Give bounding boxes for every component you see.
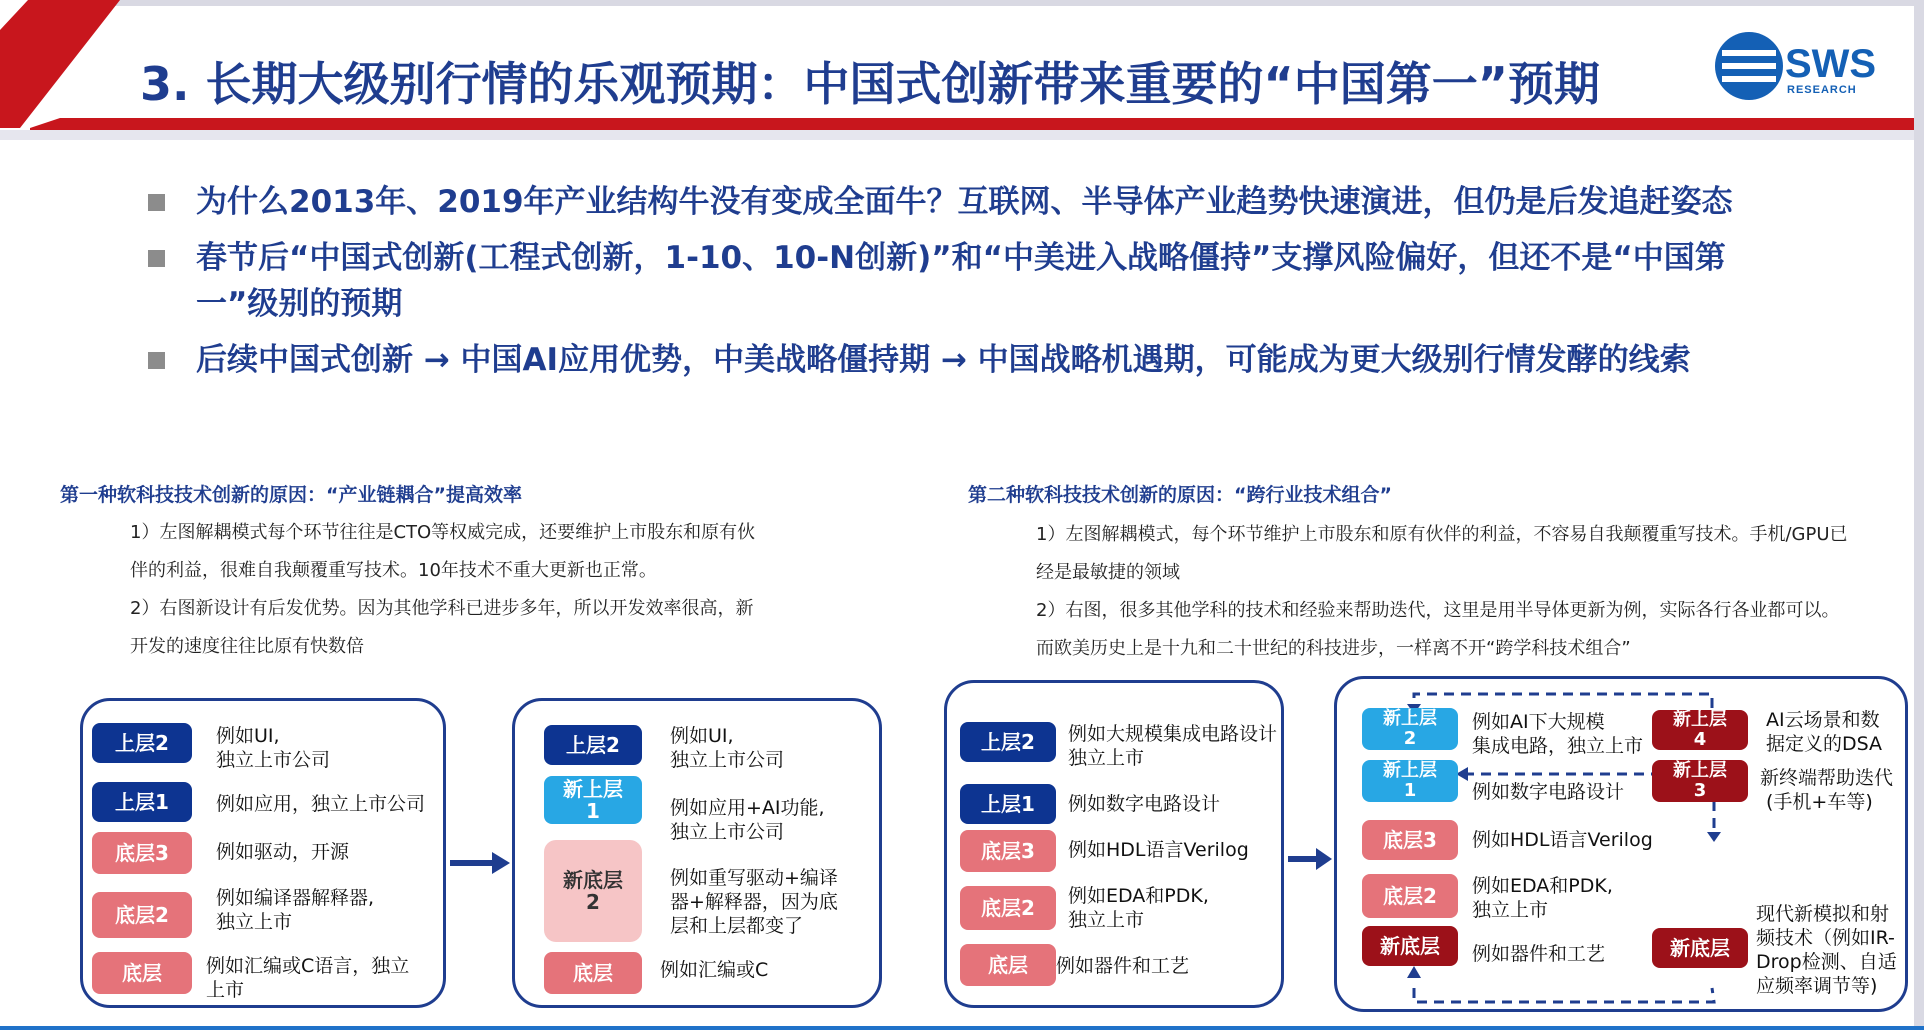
diagram-a-desc-upper2-1: 例如UI, bbox=[216, 725, 280, 747]
arrow-right-icon bbox=[1288, 846, 1334, 872]
diagram-d-desc-rb-1: 现代新模拟和射 bbox=[1756, 903, 1890, 925]
diagram-a-desc-upper2-2: 独立上市公司 bbox=[216, 749, 331, 771]
diagram-d-desc-bottom2-1: 例如EDA和PDK, bbox=[1472, 875, 1613, 897]
left-para-1a: 1）左图解耦模式每个环节往往是CTO等权威完成，还要维护上市股东和原有伙 bbox=[130, 522, 756, 543]
diagram-a-desc-bottom2-2: 独立上市 bbox=[216, 911, 293, 933]
right-para-1a: 1）左图解耦模式，每个环节维护上市股东和原有伙伴的利益，不容易自我颠覆重写技术。手机/GPU已 bbox=[1036, 524, 1848, 545]
arrow-right-icon bbox=[450, 850, 512, 876]
logo-text: SWS bbox=[1785, 42, 1877, 86]
right-edge-bar bbox=[1914, 0, 1924, 1030]
diagram-b-desc-upper2-1: 例如UI, bbox=[670, 725, 734, 747]
diagram-a-desc-bottom-2: 上市 bbox=[206, 979, 245, 1001]
diagram-c-tag-upper2: 上层2 bbox=[960, 722, 1056, 762]
diagram-a-desc-upper1: 例如应用，独立上市公司 bbox=[216, 793, 426, 815]
left-para-2b: 开发的速度往往比原有快数倍 bbox=[130, 636, 364, 657]
left-para-1b: 伴的利益，很难自我颠覆重写技术。10年技术不重大更新也正常。 bbox=[130, 560, 657, 581]
tag-line-2: 1 bbox=[586, 799, 600, 823]
diagram-c-tag-upper1: 上层1 bbox=[960, 784, 1056, 824]
tag-line-1: 新上层 bbox=[1383, 708, 1437, 729]
tag-line-1: 新上层 bbox=[1383, 760, 1437, 781]
diagram-d-tag-new-upper1 bbox=[1362, 760, 1458, 802]
bullet-1: 为什么2013年、2019年产业结构牛没有变成全面牛？互联网、半导体产业趋势快速演进，但仍是后发追赶姿态 bbox=[196, 184, 1733, 220]
bullet-2: 春节后“中国式创新(工程式创新，1-10、10-N创新)”和“中美进入战略僵持”支撑风险偏好，但还不是“中国第 bbox=[196, 240, 1726, 276]
diagram-d-tag-new-upper4 bbox=[1652, 710, 1748, 750]
tag-line-1: 新上层 bbox=[1673, 760, 1727, 781]
diagram-d-desc-new-upper3-1: 新终端帮助迭代 bbox=[1760, 767, 1894, 789]
page-title: 3. 长期大级别行情的乐观预期：中国式创新带来重要的“中国第一”预期 bbox=[140, 57, 1600, 111]
diagram-b-desc-bottom: 例如汇编或C bbox=[660, 959, 769, 981]
diagram-b-tag-new-bottom2 bbox=[544, 840, 642, 942]
bullet-square-icon bbox=[148, 194, 165, 211]
diagram-c-desc-bottom3: 例如HDL语言Verilog bbox=[1068, 839, 1249, 861]
tag-line-1: 新上层 bbox=[1673, 709, 1727, 730]
diagram-b-desc-new-bottom2-3: 层和上层都变了 bbox=[670, 915, 804, 937]
footer-line bbox=[0, 1026, 1924, 1030]
left-section-title: 第一种软科技技术创新的原因：“产业链耦合”提高效率 bbox=[60, 484, 522, 506]
diagram-b-desc-new-bottom2-2: 器+解释器，因为底 bbox=[670, 891, 838, 913]
tag-line-2: 2 bbox=[586, 890, 600, 914]
diagram-d-desc-new-upper1: 例如数字电路设计 bbox=[1472, 781, 1625, 803]
diagram-c-tag-bottom: 底层 bbox=[960, 944, 1056, 986]
right-para-1b: 经是最敏捷的领域 bbox=[1036, 562, 1180, 583]
tag-line-1: 新上层 bbox=[563, 777, 623, 801]
diagram-d-desc-new-upper3-2: (手机+车等) bbox=[1766, 791, 1873, 813]
right-para-2b: 而欧美历史上是十九和二十世纪的科技进步，一样离不开“跨学科技术组合” bbox=[1036, 638, 1631, 659]
diagram-c-desc-upper2-1: 例如大规模集成电路设计 bbox=[1068, 723, 1278, 745]
diagram-a-tag-bottom: 底层 bbox=[92, 952, 192, 994]
diagram-a-desc-bottom2-1: 例如编译器解释器, bbox=[216, 887, 375, 909]
diagram-c-tag-bottom2: 底层2 bbox=[960, 886, 1056, 930]
diagram-a-desc-bottom3: 例如驱动，开源 bbox=[216, 841, 350, 863]
diagram-d-desc-bottom3: 例如HDL语言Verilog bbox=[1472, 829, 1653, 851]
diagram-b-tag-new-upper1 bbox=[544, 776, 642, 824]
logo-subtext: RESEARCH bbox=[1787, 84, 1857, 96]
diagram-d-desc-rb-2: 频技术（例如IR- bbox=[1756, 927, 1895, 949]
diagram-d-desc-new-upper4-1: AI云场景和数 bbox=[1766, 709, 1880, 731]
diagram-a-tag-bottom3: 底层3 bbox=[92, 832, 192, 874]
diagram-b-tag-bottom: 底层 bbox=[544, 952, 642, 994]
diagram-d-desc-new-upper2-2: 集成电路，独立上市 bbox=[1472, 735, 1644, 757]
diagram-d-tag-new-upper2 bbox=[1362, 708, 1458, 750]
diagram-d-desc-new-upper4-2: 据定义的DSA bbox=[1766, 733, 1883, 755]
diagram-d-desc-rb-4: 应频率调节等) bbox=[1756, 975, 1878, 997]
diagram-d-desc-bottom2-2: 独立上市 bbox=[1472, 899, 1549, 921]
tag-line-2: 1 bbox=[1403, 780, 1417, 801]
diagram-d-tag-bottom3: 底层3 bbox=[1362, 820, 1458, 860]
diagram-a-tag-upper1: 上层1 bbox=[92, 782, 192, 822]
diagram-b-desc-new-upper1-1: 例如应用+AI功能, bbox=[670, 797, 825, 819]
diagram-b-desc-new-bottom2-1: 例如重写驱动+编译 bbox=[670, 867, 838, 889]
diagram-c-tag-bottom3: 底层3 bbox=[960, 830, 1056, 872]
tag-line-1: 新底层 bbox=[563, 868, 623, 892]
tag-line-2: 3 bbox=[1693, 780, 1707, 801]
diagram-a-desc-bottom-1: 例如汇编或C语言，独立 bbox=[206, 955, 410, 977]
diagram-b-desc-new-upper1-2: 独立上市公司 bbox=[670, 821, 785, 843]
diagram-d-desc-new-bottom: 例如器件和工艺 bbox=[1472, 943, 1606, 965]
diagram-d-tag-bottom2: 底层2 bbox=[1362, 874, 1458, 918]
bullet-2-cont: 一”级别的预期 bbox=[196, 286, 403, 322]
diagram-d-desc-new-upper2-1: 例如AI下大规模 bbox=[1472, 711, 1605, 733]
bullet-square-icon bbox=[148, 250, 165, 267]
diagram-c-desc-bottom2-2: 独立上市 bbox=[1068, 909, 1145, 931]
tag-line-2: 4 bbox=[1693, 729, 1707, 750]
diagram-a-tag-upper2: 上层2 bbox=[92, 723, 192, 763]
diagram-c-desc-bottom2-1: 例如EDA和PDK, bbox=[1068, 885, 1209, 907]
left-para-2a: 2）右图新设计有后发优势。因为其他学科已进步多年，所以开发效率很高，新 bbox=[130, 598, 754, 619]
tag-line-2: 2 bbox=[1403, 728, 1417, 749]
diagram-c-desc-upper2-2: 独立上市 bbox=[1068, 747, 1145, 769]
right-section-title: 第二种软科技技术创新的原因：“跨行业技术组合” bbox=[968, 484, 1392, 506]
diagram-d-tag-new-upper3 bbox=[1652, 760, 1748, 802]
diagram-a-tag-bottom2: 底层2 bbox=[92, 892, 192, 938]
diagram-c-desc-upper1: 例如数字电路设计 bbox=[1068, 793, 1221, 815]
diagram-b-tag-upper2: 上层2 bbox=[544, 725, 642, 765]
bullet-3: 后续中国式创新 → 中国AI应用优势，中美战略僵持期 → 中国战略机遇期，可能成为更大级别行情发酵的线索 bbox=[196, 342, 1691, 378]
right-para-2a: 2）右图，很多其他学科的技术和经验来帮助迭代，这里是用半导体更新为例，实际各行各业都可以。 bbox=[1036, 600, 1840, 621]
diagram-d-desc-rb-3: Drop检测、自适 bbox=[1756, 951, 1897, 973]
diagram-c-desc-bottom: 例如器件和工艺 bbox=[1056, 955, 1190, 977]
diagram-d-tag-new-bottom: 新底层 bbox=[1362, 926, 1458, 966]
bullet-square-icon bbox=[148, 352, 165, 369]
diagram-d-tag-new-bottom-right: 新底层 bbox=[1652, 928, 1748, 968]
diagram-b-desc-upper2-2: 独立上市公司 bbox=[670, 749, 785, 771]
